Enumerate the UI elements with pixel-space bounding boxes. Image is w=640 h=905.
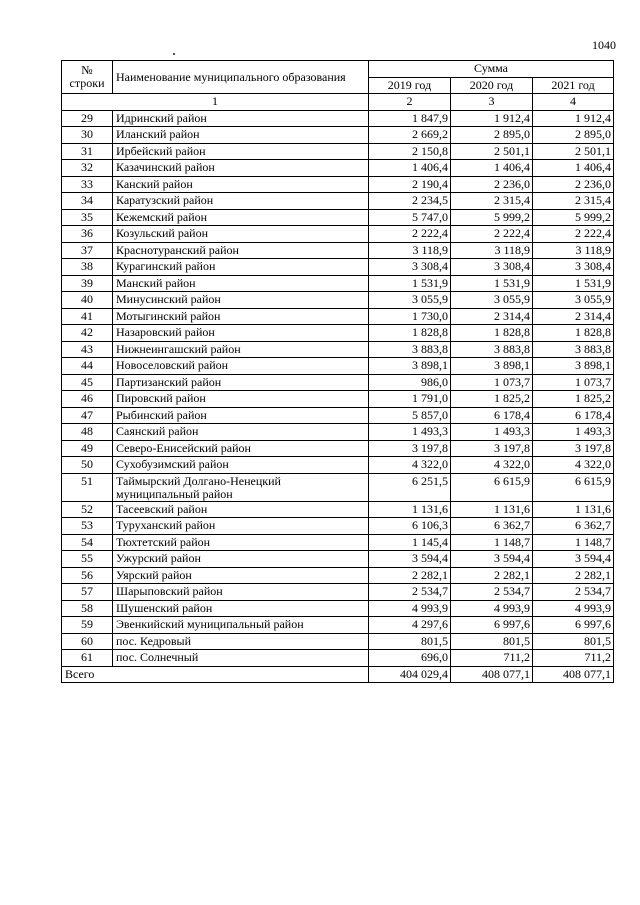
sum-2020: 3 118,9 xyxy=(451,242,533,259)
sum-2021: 4 993,9 xyxy=(533,600,614,617)
sum-2021: 2 501,1 xyxy=(533,143,614,160)
municipality-name: Ирбейский район xyxy=(113,143,369,160)
table-row xyxy=(62,391,614,408)
sum-2021: 3 055,9 xyxy=(533,292,614,309)
municipality-name: Курагинский район xyxy=(113,259,369,276)
sum-2020: 1 406,4 xyxy=(451,160,533,177)
sum-2021: 1 148,7 xyxy=(533,534,614,551)
row-number: 61 xyxy=(62,650,113,667)
sum-2019: 4 322,0 xyxy=(369,457,451,474)
sum-2019: 2 222,4 xyxy=(369,226,451,243)
header-year-2019: 2019 год xyxy=(369,77,451,94)
municipality-name: Партизанский район xyxy=(113,374,369,391)
page-number: 1040 xyxy=(592,38,616,52)
sum-2020: 4 993,9 xyxy=(451,600,533,617)
municipality-name: Краснотуранский район xyxy=(113,242,369,259)
row-number: 30 xyxy=(62,127,113,144)
sum-2020: 6 362,7 xyxy=(451,518,533,535)
municipality-name: Каратузский район xyxy=(113,193,369,210)
municipality-name: Сухобузимский район xyxy=(113,457,369,474)
sum-2020: 2 222,4 xyxy=(451,226,533,243)
sum-2020: 2 314,4 xyxy=(451,308,533,325)
total-2019: 404 029,4 xyxy=(369,666,451,682)
sum-2019: 1 730,0 xyxy=(369,308,451,325)
sum-2020: 3 883,8 xyxy=(451,341,533,358)
row-number: 57 xyxy=(62,584,113,601)
sum-2019: 1 406,4 xyxy=(369,160,451,177)
total-label: Всего xyxy=(62,666,369,682)
row-number: 37 xyxy=(62,242,113,259)
sum-2020: 711,2 xyxy=(451,650,533,667)
sum-2021: 3 898,1 xyxy=(533,358,614,375)
row-number: 49 xyxy=(62,440,113,457)
sum-2021: 1 131,6 xyxy=(533,501,614,518)
sum-2019: 4 993,9 xyxy=(369,600,451,617)
table-row xyxy=(62,600,614,617)
table-row xyxy=(62,534,614,551)
sum-2019: 3 898,1 xyxy=(369,358,451,375)
municipality-name: Шушенский район xyxy=(113,600,369,617)
sum-2019: 2 150,8 xyxy=(369,143,451,160)
municipality-name: Ужурский район xyxy=(113,551,369,568)
row-number: 47 xyxy=(62,407,113,424)
sum-2020: 3 898,1 xyxy=(451,358,533,375)
municipality-name: Рыбинский район xyxy=(113,407,369,424)
row-number: 55 xyxy=(62,551,113,568)
row-number: 44 xyxy=(62,358,113,375)
sum-2020: 6 997,6 xyxy=(451,617,533,634)
sum-2019: 3 055,9 xyxy=(369,292,451,309)
table-row xyxy=(62,176,614,193)
row-number: 51 xyxy=(62,473,113,501)
row-number: 34 xyxy=(62,193,113,210)
table-row xyxy=(62,518,614,535)
row-number: 45 xyxy=(62,374,113,391)
table-row xyxy=(62,584,614,601)
table-row xyxy=(62,440,614,457)
table-row xyxy=(62,226,614,243)
row-number: 33 xyxy=(62,176,113,193)
table-row xyxy=(62,358,614,375)
sum-2020: 1 073,7 xyxy=(451,374,533,391)
sum-2021: 2 534,7 xyxy=(533,584,614,601)
row-number: 32 xyxy=(62,160,113,177)
sum-2021: 711,2 xyxy=(533,650,614,667)
row-number: 53 xyxy=(62,518,113,535)
col-number-2: 2 xyxy=(369,94,451,111)
municipality-name: пос. Солнечный xyxy=(113,650,369,667)
sum-2021: 3 594,4 xyxy=(533,551,614,568)
header-row-number xyxy=(62,61,113,94)
sum-2019: 1 791,0 xyxy=(369,391,451,408)
sum-2019: 4 297,6 xyxy=(369,617,451,634)
sum-2019: 1 145,4 xyxy=(369,534,451,551)
sum-2021: 2 314,4 xyxy=(533,308,614,325)
col-number-1: 1 xyxy=(62,94,369,111)
sum-2021: 2 222,4 xyxy=(533,226,614,243)
table-body xyxy=(62,110,614,666)
sum-2019: 696,0 xyxy=(369,650,451,667)
municipality-name: Новоселовский район xyxy=(113,358,369,375)
sum-2020: 3 197,8 xyxy=(451,440,533,457)
sum-2019: 1 531,9 xyxy=(369,275,451,292)
sum-2019: 3 594,4 xyxy=(369,551,451,568)
sum-2021: 1 406,4 xyxy=(533,160,614,177)
row-number: 39 xyxy=(62,275,113,292)
sum-2021: 6 997,6 xyxy=(533,617,614,634)
sum-2020: 3 594,4 xyxy=(451,551,533,568)
municipality-name: Минусинский район xyxy=(113,292,369,309)
municipality-name: пос. Кедровый xyxy=(113,633,369,650)
sum-2021: 1 828,8 xyxy=(533,325,614,342)
row-number: 48 xyxy=(62,424,113,441)
table-row xyxy=(62,424,614,441)
row-number: 50 xyxy=(62,457,113,474)
sum-2020: 2 282,1 xyxy=(451,567,533,584)
table-row xyxy=(62,617,614,634)
sum-2021: 3 308,4 xyxy=(533,259,614,276)
municipality-name: Мотыгинский район xyxy=(113,308,369,325)
total-row xyxy=(62,666,614,682)
row-number: 42 xyxy=(62,325,113,342)
sum-2021: 6 362,7 xyxy=(533,518,614,535)
sum-2021: 3 118,9 xyxy=(533,242,614,259)
header-num-symbol: № xyxy=(81,63,93,77)
sum-2021: 1 912,4 xyxy=(533,110,614,127)
row-number: 59 xyxy=(62,617,113,634)
sum-2019: 1 131,6 xyxy=(369,501,451,518)
sum-2019: 1 847,9 xyxy=(369,110,451,127)
table-row xyxy=(62,551,614,568)
sum-2021: 2 315,4 xyxy=(533,193,614,210)
municipality-name: Иланский район xyxy=(113,127,369,144)
sum-2020: 1 828,8 xyxy=(451,325,533,342)
sum-2020: 1 912,4 xyxy=(451,110,533,127)
table-row xyxy=(62,341,614,358)
sum-2020: 6 178,4 xyxy=(451,407,533,424)
municipality-name: Таймырский Долгано-Ненецкий муниципальный район xyxy=(113,473,369,501)
sum-2020: 2 501,1 xyxy=(451,143,533,160)
row-number: 56 xyxy=(62,567,113,584)
table-row xyxy=(62,259,614,276)
table-row xyxy=(62,374,614,391)
municipality-name: Кежемский район xyxy=(113,209,369,226)
sum-2021: 3 197,8 xyxy=(533,440,614,457)
table-row xyxy=(62,160,614,177)
sum-2020: 801,5 xyxy=(451,633,533,650)
municipality-name: Назаровский район xyxy=(113,325,369,342)
sum-2019: 986,0 xyxy=(369,374,451,391)
table-row xyxy=(62,292,614,309)
table-row xyxy=(62,457,614,474)
sum-2021: 6 178,4 xyxy=(533,407,614,424)
row-number: 52 xyxy=(62,501,113,518)
header-year-2020: 2020 год xyxy=(451,77,533,94)
municipality-name: Саянский район xyxy=(113,424,369,441)
sum-2019: 2 282,1 xyxy=(369,567,451,584)
row-number: 58 xyxy=(62,600,113,617)
sum-2021: 2 895,0 xyxy=(533,127,614,144)
table-row xyxy=(62,127,614,144)
municipality-name: Тюхтетский район xyxy=(113,534,369,551)
table-row xyxy=(62,193,614,210)
header-num-word: строки xyxy=(69,76,105,90)
municipality-name: Эвенкийский муниципальный район xyxy=(113,617,369,634)
table-row xyxy=(62,209,614,226)
sum-2020: 3 055,9 xyxy=(451,292,533,309)
row-number: 40 xyxy=(62,292,113,309)
sum-2019: 3 197,8 xyxy=(369,440,451,457)
header-sum: Сумма xyxy=(369,61,614,78)
row-number: 35 xyxy=(62,209,113,226)
sum-2021: 2 282,1 xyxy=(533,567,614,584)
sum-2021: 1 493,3 xyxy=(533,424,614,441)
row-number: 38 xyxy=(62,259,113,276)
sum-2021: 4 322,0 xyxy=(533,457,614,474)
table-row xyxy=(62,633,614,650)
sum-2020: 6 615,9 xyxy=(451,473,533,501)
col-number-3: 3 xyxy=(451,94,533,111)
table-row xyxy=(62,110,614,127)
sum-2020: 2 534,7 xyxy=(451,584,533,601)
sum-2020: 1 531,9 xyxy=(451,275,533,292)
sum-2020: 5 999,2 xyxy=(451,209,533,226)
col-number-4: 4 xyxy=(533,94,614,111)
sum-2019: 6 106,3 xyxy=(369,518,451,535)
sum-2020: 1 825,2 xyxy=(451,391,533,408)
sum-2019: 2 669,2 xyxy=(369,127,451,144)
sum-2019: 6 251,5 xyxy=(369,473,451,501)
sum-2021: 6 615,9 xyxy=(533,473,614,501)
sum-2019: 5 747,0 xyxy=(369,209,451,226)
sum-2019: 1 493,3 xyxy=(369,424,451,441)
sum-2019: 3 118,9 xyxy=(369,242,451,259)
municipality-name: Идринский район xyxy=(113,110,369,127)
municipality-name: Туруханский район xyxy=(113,518,369,535)
sum-2019: 2 234,5 xyxy=(369,193,451,210)
municipality-name: Северо-Енисейский район xyxy=(113,440,369,457)
sum-2019: 1 828,8 xyxy=(369,325,451,342)
municipality-name: Нижнеингашский район xyxy=(113,341,369,358)
header-year-2021: 2021 год xyxy=(533,77,614,94)
row-number: 43 xyxy=(62,341,113,358)
row-number: 29 xyxy=(62,110,113,127)
sum-2020: 4 322,0 xyxy=(451,457,533,474)
sum-2019: 3 883,8 xyxy=(369,341,451,358)
row-number: 36 xyxy=(62,226,113,243)
sum-2020: 1 131,6 xyxy=(451,501,533,518)
sum-2020: 1 493,3 xyxy=(451,424,533,441)
sum-2020: 2 895,0 xyxy=(451,127,533,144)
municipality-name: Казачинский район xyxy=(113,160,369,177)
table-row xyxy=(62,567,614,584)
table-row xyxy=(62,325,614,342)
table-row xyxy=(62,473,614,501)
table-row xyxy=(62,143,614,160)
table-row xyxy=(62,407,614,424)
sum-2019: 5 857,0 xyxy=(369,407,451,424)
row-number: 46 xyxy=(62,391,113,408)
row-number: 41 xyxy=(62,308,113,325)
sum-2020: 2 236,0 xyxy=(451,176,533,193)
municipality-name: Козульский район xyxy=(113,226,369,243)
sum-2021: 1 073,7 xyxy=(533,374,614,391)
scan-speck xyxy=(173,53,175,55)
budget-table xyxy=(61,60,614,683)
municipality-name: Манский район xyxy=(113,275,369,292)
table-row xyxy=(62,275,614,292)
row-number: 54 xyxy=(62,534,113,551)
sum-2019: 801,5 xyxy=(369,633,451,650)
header-name: Наименование муниципального образования xyxy=(113,61,369,94)
municipality-name: Канский район xyxy=(113,176,369,193)
sum-2021: 2 236,0 xyxy=(533,176,614,193)
sum-2021: 3 883,8 xyxy=(533,341,614,358)
sum-2019: 3 308,4 xyxy=(369,259,451,276)
table-row xyxy=(62,308,614,325)
sum-2021: 5 999,2 xyxy=(533,209,614,226)
municipality-name: Шарыповский район xyxy=(113,584,369,601)
sum-2021: 1 825,2 xyxy=(533,391,614,408)
sum-2019: 2 534,7 xyxy=(369,584,451,601)
municipality-name: Пировский район xyxy=(113,391,369,408)
sum-2020: 1 148,7 xyxy=(451,534,533,551)
total-2021: 408 077,1 xyxy=(533,666,614,682)
sum-2019: 2 190,4 xyxy=(369,176,451,193)
municipality-name: Уярский район xyxy=(113,567,369,584)
row-number: 60 xyxy=(62,633,113,650)
table-row xyxy=(62,242,614,259)
municipality-name: Тасеевский район xyxy=(113,501,369,518)
total-2020: 408 077,1 xyxy=(451,666,533,682)
sum-2021: 1 531,9 xyxy=(533,275,614,292)
row-number: 31 xyxy=(62,143,113,160)
sum-2020: 3 308,4 xyxy=(451,259,533,276)
sum-2020: 2 315,4 xyxy=(451,193,533,210)
sum-2021: 801,5 xyxy=(533,633,614,650)
table-row xyxy=(62,650,614,667)
table-row xyxy=(62,501,614,518)
